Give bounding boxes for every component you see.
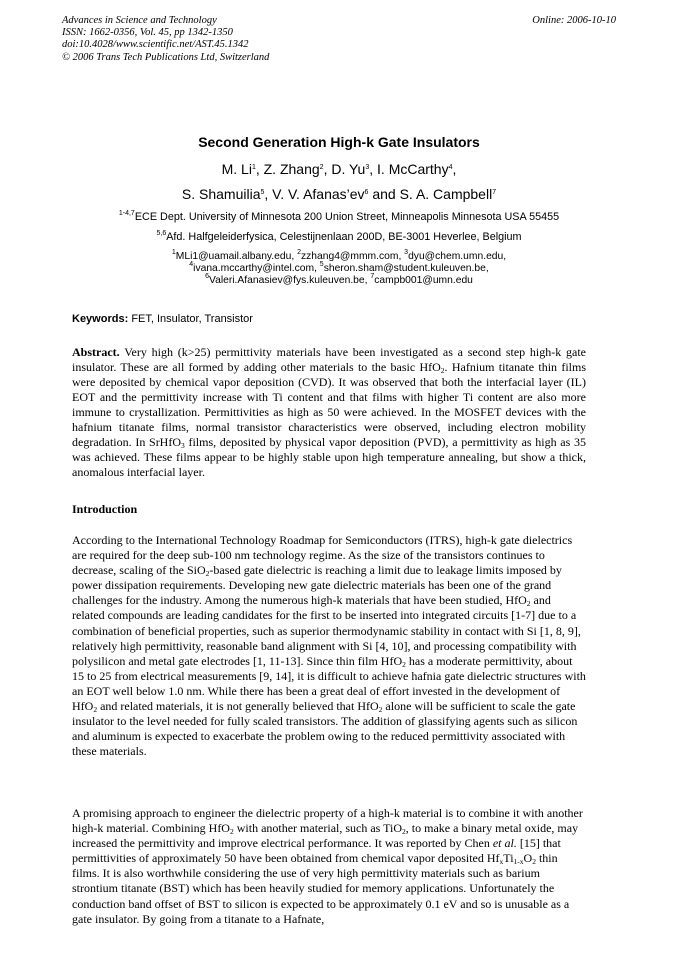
abstract [72, 345, 586, 480]
author-name: M. Li [221, 161, 252, 177]
author-line-1: M. Li$^1$, Z. Zhang$^2$, D. Yu$^3$, I. McCarthy$^4$, [221, 161, 457, 177]
online-date: Online: 2006-10-10 [532, 15, 616, 26]
author-sup: 7 [492, 189, 497, 196]
affiliation-2 [0, 231, 678, 243]
author-sup: 6 [364, 189, 369, 196]
keywords-label: Keywords: [72, 313, 129, 325]
affiliation-sup: 1-4,7 [118, 210, 135, 217]
author-sup: 1 [251, 164, 256, 171]
journal-doi: doi:10.4028/www.scientific.net/AST.45.1342 [62, 39, 249, 51]
author-name: S. Shamuilia [181, 186, 261, 202]
author-name: Z. Zhang [263, 161, 320, 177]
email-link[interactable]: ivana.mccarthy@intel.com [193, 263, 315, 274]
paper-title: Second Generation High-k Gate Insulators [198, 134, 480, 150]
body-paragraph-2: A promising approach to engineer the dielectric property of a high-k material is to combine it with another high-k material. Combining HfO$_2$ with another material, such as TiO$_2$, to make a binary metal oxide, may increased the permittivity and improve electrical performance. It was reported by Chen et al. [15] that permittivities of approximately 50 have been obtained from chemical vapor deposited $Hf_xTi_{1-x}O_2$ thin films. It is also worthwhile considering the use of very high permittivity materials such as barium strontium titanate (BST) which has been heavily studied for memory applications. Unfortunately the conduction band offset of BST to silicon is expected to be approximately 0.1 eV and so is unusable as a gate insulator. By going from a titanate to a Hafnate, [72, 806, 583, 926]
affiliation-1 [0, 211, 678, 223]
author-name: D. Yu [331, 161, 366, 177]
affiliation-text: ECE Dept. University of Minnesota 200 Union Street, Minneapolis Minnesota USA 55455 [134, 211, 560, 223]
author-sup: 2 [319, 164, 324, 171]
author-sup: 5 [260, 189, 265, 196]
author-sup: 4 [448, 164, 453, 171]
abstract-label: Abstract. [72, 345, 120, 359]
email-link[interactable]: dyu@chem.umn.edu [408, 251, 504, 262]
affiliation-sup: 5,6 [156, 230, 167, 237]
email-link[interactable]: sheron.sham@student.kuleuven.be [323, 263, 486, 274]
email-line: $^1$MLi1@uamail.albany.edu, $^2$zzhang4@mmm.com, $^3$dyu@chem.umn.edu, [171, 249, 507, 262]
journal-issn: ISSN: 1662-0356, Vol. 45, pp 1342-1350 [62, 27, 233, 39]
email-link[interactable]: campb001@umn.edu [374, 275, 473, 286]
journal-header [62, 15, 269, 64]
author-name: V. V. Afanas’ev [272, 186, 365, 202]
keywords-text: FET, Insulator, Transistor [131, 313, 253, 325]
section-heading-introduction: Introduction [72, 502, 138, 516]
email-link[interactable]: Valeri.Afanasiev@fys.kuleuven.be [208, 275, 365, 286]
author-line-2: S. Shamuilia$^5$, V. V. $Afanas’ev^6$ and S. A. Campbell$^7$ [181, 186, 497, 202]
abstract-paragraph: Abstract. Very high (k>25) permittivity materials have been investigated as a second step high-k gate insulator. These are all formed by adding other materials to the basic HfO$_2$. Hafnium titanate thin films were deposited by chemical vapor deposition (CVD). It was observed that both the interfacial layer (IL) EOT and the permittivity increase with Ti content and that films with higher Ti content are also more immune to crystallization. Permittivities as high as 50 were achieved. In the MOSFET devices with the hafnium titanate films, normal transistor characteristics were observed, including electron mobility degradation. In SrHfO$_3$ films, deposited by physical vapor deposition (PVD), a permittivity as high as 35 was achieved. These films appear to be highly stable upon high temperature annealing, but show a thick, anomalous interfacial layer. [72, 345, 587, 480]
journal-copyright: © 2006 Trans Tech Publications Ltd, Switzerland [62, 51, 270, 63]
email-link[interactable]: zzhang4@mmm.com [301, 251, 399, 262]
email-line: $^4$ivana.mccarthy@intel.com, $^5$sheron.sham@student.kuleuven.be, [189, 261, 489, 274]
email-link[interactable]: MLi1@uamail.albany.edu [175, 251, 292, 262]
keywords [72, 313, 253, 325]
author-sup: 3 [365, 164, 370, 171]
body-paragraph-1: According to the International Technology Roadmap for Semiconductors (ITRS), high-k gate dielectrics are required for the deep sub-100 nm technology regime. As the size of the transistors continues to decrease, scaling of the SiO$_2$-based gate dielectric is reaching a limit due to leakage limits imposed by power dissipation requirements. Developing new gate dielectric materials has been one of the grand challenges for the industry. Among the numerous high-k materials that have been studied, HfO$_2$ and related compounds are leading candidates for the first to be inserted into integrated circuits [1-7] due to a combination of beneficial properties, such as superior thermodynamic stability in contact with Si [1, 8, 9], relatively high permittivity, reasonable band alignment with Si [4, 10], and processing compatibility with polysilicon and metal gate electrodes [1, 11-13]. Since thin film HfO$_2$ has a moderate permittivity, about 15 to 25 from electrical measurements [9, 14], it is difficult to achieve hafnia gate dielectric structures with an EOT well below 1.0 nm. While there has been a great deal of effort invested in the development of HfO$_2$ and related materials, it is not generally believed that HfO$_2$ alone will be sufficient to scale the gate insulator to the level needed for fully scaled transistors. The addition of glassifying agents such as silicon and aluminum is expected to exacerbate the problem owing to the reduced permittivity associated with these materials. [72, 533, 586, 759]
email-line: $^6$Valeri.Afanasiev@fys.kuleuven.be, $^7$campb001@umn.edu [205, 273, 473, 286]
affiliation-text: Afd. Halfgeleiderfysica, Celestijnenlaan 200D, BE-3001 Heverlee, Belgium [166, 231, 522, 243]
author-name: S. A. Campbell [399, 186, 493, 202]
author-emails [0, 251, 678, 287]
author-name: I. McCarthy [377, 161, 449, 177]
journal-name: Advances in Science and Technology [62, 15, 217, 26]
